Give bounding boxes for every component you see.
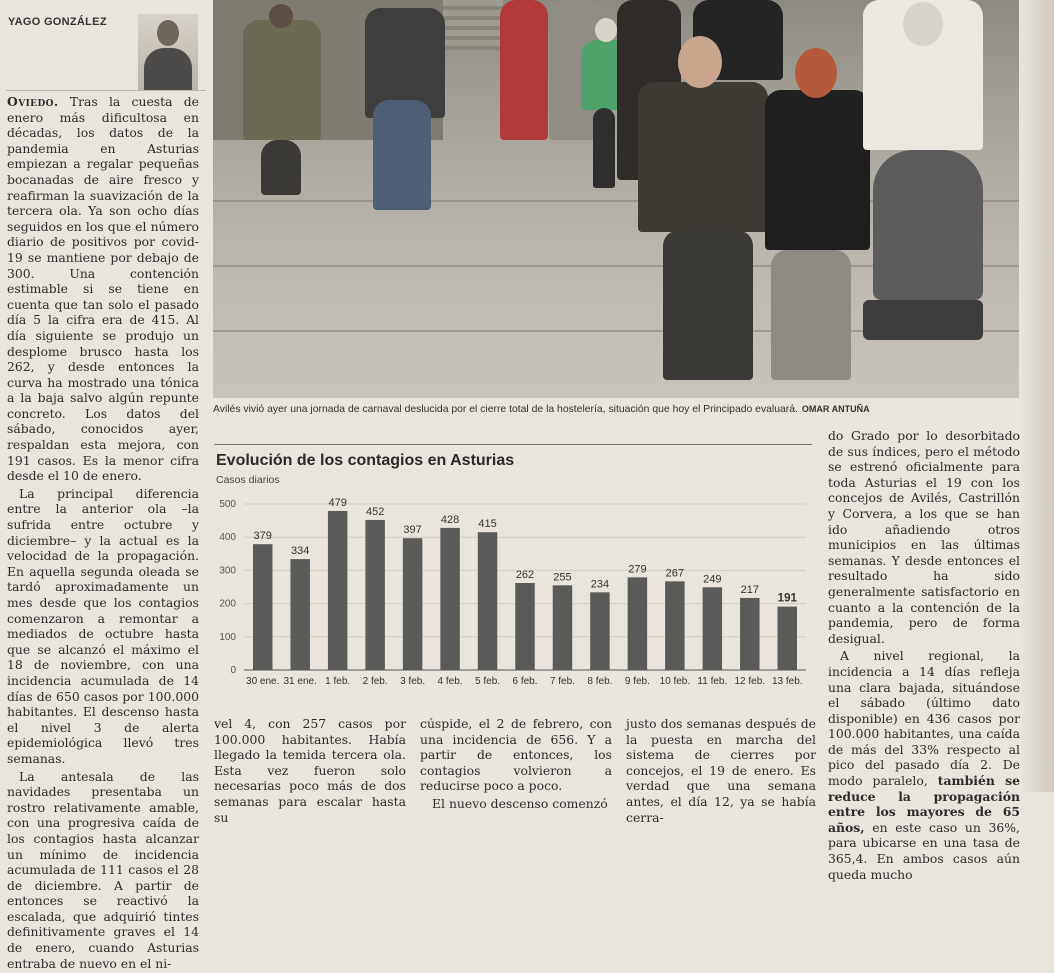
bar <box>703 587 722 670</box>
bar-value-label: 397 <box>403 524 422 537</box>
y-tick-label: 400 <box>219 532 236 544</box>
x-tick-label: 1 feb. <box>325 676 351 687</box>
bar-value-label: 234 <box>590 578 610 591</box>
byline-block <box>6 4 206 91</box>
bar-value-label: 379 <box>253 530 272 543</box>
y-tick-label: 100 <box>219 631 236 643</box>
bar-value-label: 415 <box>478 518 497 531</box>
bar-value-label: 452 <box>365 505 385 518</box>
bar <box>290 559 309 670</box>
chart-subtitle: Casos diarios <box>216 474 280 486</box>
bar <box>553 585 572 670</box>
chart-title: Evolución de los contagios en Asturias <box>216 452 515 469</box>
photo-caption: Avilés vivió ayer una jornada de carnaval deslucida por el cierre total de la hostelería, situación que hoy el Principado evaluará. OMAR ANTUÑA <box>213 404 870 415</box>
x-tick-label: 3 feb. <box>400 676 426 687</box>
x-tick-label: 31 ene. <box>283 676 317 687</box>
x-tick-label: 12 feb. <box>734 676 766 687</box>
article-column-bottom-3 <box>626 716 816 827</box>
x-tick-label: 2 feb. <box>362 676 388 687</box>
paragraph: vel 4, con 257 casos por 100.000 habitantes. Había llegado la temida tercera ola. Esta vez fueron solo necesarias poco más de dos semanas para escalar hasta su <box>214 716 406 825</box>
bar-value-label: 428 <box>440 513 460 526</box>
paragraph: La antesala de las navidades presentaba un rostro relativamente amable, con una progresiva caída de los contagios hasta alcanzar un mínimo de incidencia acumulada de 111 casos el 28 de diciembre. A partir de entonces se reactivó la escalada, que adquirió tintes definitivamente graves el 14 de enero, cuando Asturias entraba de nuevo en el ni- <box>7 768 199 971</box>
paragraph: Oviedo. Tras la cuesta de enero más dificultosa en décadas, los datos de la pandemia en Asturias empiezan a regalar pequeñas bocanadas de aire fresco y reafirman la suavización de la tercera ola. Ya son ocho días seguidos en los que el número diario de positivos por covid-19 se mantiene por debajo de 300. Una contención estimable si se tiene en cuenta que tan solo el pasado día 5 la cifra era de 415. Al día siguiente se produjo un desplome brusco hasta los 262, y desde entonces la curva ha mostrado una tónica a la baja salvo algún repunte concreto. Los datos del sábado, conocidos ayer, respaldan esta mejora, con 191 casos. Es la menor cifra desde el 10 de enero. <box>7 94 199 484</box>
bar-value-label: 262 <box>515 569 535 582</box>
x-tick-label: 30 ene. <box>246 676 280 687</box>
article-column-bottom-1 <box>214 716 406 827</box>
bar-value-label: 479 <box>328 496 347 509</box>
bar-value-label: 249 <box>703 573 722 586</box>
bar <box>515 583 534 670</box>
x-tick-label: 10 feb. <box>659 676 691 687</box>
chart-plot <box>214 492 812 692</box>
bar <box>590 592 609 670</box>
x-tick-label: 4 feb. <box>437 676 463 687</box>
bar <box>628 577 647 670</box>
author-photo <box>138 14 198 90</box>
paper-edge <box>1020 0 1054 792</box>
bar <box>253 544 272 670</box>
article-column-left <box>7 94 199 973</box>
bar <box>328 511 347 670</box>
bar-value-label: 279 <box>628 563 647 576</box>
x-tick-label: 7 feb. <box>549 676 575 687</box>
paragraph: El nuevo descenso comenzó <box>432 795 608 811</box>
x-tick-label: 5 feb. <box>475 676 501 687</box>
dateline: Oviedo. <box>7 94 59 109</box>
paragraph: justo dos semanas después de la puesta en marcha del sistema de cierres por concejos, el 19 de enero. Es verdad que una semana antes, el día 12, ya se había cerra- <box>626 716 816 825</box>
y-tick-label: 500 <box>219 499 236 510</box>
paragraph: do Grado por lo desorbitado de sus índices, pero el método se estrenó oficialmente para toda Asturias el 19 con los concejos de Avilés, Castrillón y Corvera, a los que se han ido añadiendo otros municipios en las últimas semanas. Y desde entonces el resultado ha sido generalmente satisfactorio en cuanto a la contención de la pandemia, pero de forma desigual. <box>828 428 1020 646</box>
bar <box>778 607 797 670</box>
paragraph: A nivel regional, la incidencia a 14 días refleja una clara bajada, situándose el sábado (último dato disponible) en 436 casos por 100.000 habitantes, una caída de más del 33% respecto al pico del pasado día 2. De modo paralelo, también se reduce la propagación entre los mayores de 65 años, en este caso un 36%, para ubicarse en una tasa de 365,4. En ambos casos aún queda mucho <box>828 648 1020 882</box>
news-photo <box>213 0 1019 398</box>
author-name: YAGO GONZÁLEZ <box>8 16 107 28</box>
bar <box>478 532 497 670</box>
bar-value-label: 334 <box>291 545 310 558</box>
bar <box>403 538 422 670</box>
photo-credit: OMAR ANTUÑA <box>801 404 870 414</box>
bar-value-label: 191 <box>777 592 797 605</box>
bar-value-label: 255 <box>553 571 572 584</box>
y-tick-label: 300 <box>219 565 236 577</box>
bar-value-label: 217 <box>740 583 759 596</box>
paragraph: La principal diferencia entre la anterior ola –la sufrida entre octubre y diciembre– y la actual es la velocidad de la propagación. En aquella segunda oleada se tardó aproximadamente un mes desde que los contagios comenzaron a remontar a mediados de octubre hasta que se alcanzó el máximo el 18 de noviembre, con una incidencia acumulada de 14 días de 650 casos por 100.000 habitantes. El descenso hasta el nivel 3 de alerta epidemiológica llevó tres semanas. <box>7 485 199 766</box>
y-tick-label: 200 <box>219 598 236 610</box>
article-column-bottom-2 <box>420 716 612 814</box>
cases-chart <box>214 444 812 696</box>
paragraph: cúspide, el 2 de febrero, con una incidencia de 656. Y a partir de entonces, los contagios volvieron a reducirse poco a poco. <box>420 716 612 794</box>
x-tick-label: 8 feb. <box>587 676 613 687</box>
chart-top-rule <box>214 444 812 445</box>
x-tick-label: 13 feb. <box>771 676 803 687</box>
bar <box>440 528 459 670</box>
bar <box>365 520 384 670</box>
bar <box>740 598 759 670</box>
x-tick-label: 9 feb. <box>624 676 650 687</box>
x-tick-label: 6 feb. <box>512 676 538 687</box>
bar-value-label: 267 <box>665 567 685 580</box>
article-column-right <box>828 428 1020 884</box>
bar <box>665 581 684 670</box>
x-tick-label: 11 feb. <box>697 676 728 687</box>
y-tick-label: 0 <box>230 665 236 676</box>
